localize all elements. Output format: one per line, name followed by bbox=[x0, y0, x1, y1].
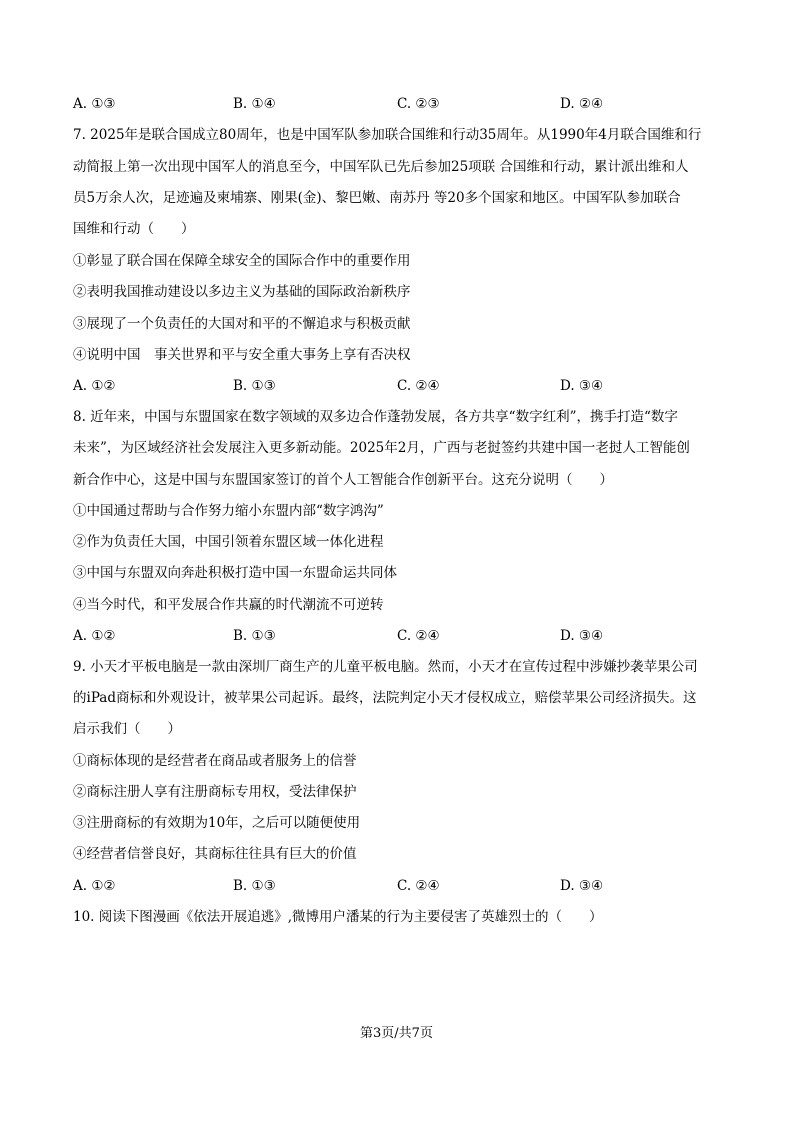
q9-stem-line-1: 9. 小天才平板电脑是一款由深圳厂商生产的儿童平板电脑。然而，小天才在宣传过程中涉嫌抄袭苹果公司 bbox=[73, 659, 698, 675]
q7-option-c: C. ②④ bbox=[397, 378, 440, 394]
q6-option-d: D. ②④ bbox=[560, 96, 604, 112]
q8-stem-line-3: 新合作中心，这是中国与东盟国家签订的首个人工智能合作创新平台。这充分说明（ ） bbox=[73, 472, 613, 488]
q8-stem-line-2: 未来”，为区域经济社会发展注入更多新动能。2025年2月，广西与老挝签约共建中国一老挝人工智能创 bbox=[73, 440, 690, 456]
q8-item-2: ②作为负责任大国，中国引领着东盟区域一体化进程 bbox=[73, 534, 384, 550]
q7-stem-line-4: 国维和行动（ ） bbox=[73, 221, 195, 237]
q7-stem-line-3: 员5万余人次，足迹遍及柬埔寨、刚果(金)、黎巴嫩、南苏丹 等20多个国家和地区。中国军队参加联合 bbox=[73, 190, 681, 206]
q6-option-b: B. ①④ bbox=[233, 96, 276, 112]
q9-item-1: ①商标体现的是经营者在商品或者服务上的信誉 bbox=[73, 753, 357, 769]
q8-item-4: ④当今时代，和平发展合作共赢的时代潮流不可逆转 bbox=[73, 597, 384, 613]
q9-stem-line-3: 启示我们（ ） bbox=[73, 721, 181, 737]
q6-option-c: C. ②③ bbox=[397, 96, 440, 112]
q8-item-1: ①中国通过帮助与合作努力缩小东盟内部“数字鸿沟” bbox=[73, 503, 384, 519]
page-number-footer: 第3页/共7页 bbox=[360, 1026, 433, 1041]
q7-item-3: ③展现了一个负责任的大国对和平的不懈追求与积极贡献 bbox=[73, 316, 411, 332]
q8-option-a: A. ①② bbox=[73, 628, 116, 644]
q6-option-a: A. ①③ bbox=[73, 96, 116, 112]
q9-option-d: D. ③④ bbox=[560, 878, 604, 894]
q7-option-a: A. ①② bbox=[73, 378, 116, 394]
q9-item-2: ②商标注册人享有注册商标专用权，受法律保护 bbox=[73, 784, 357, 800]
q9-item-4: ④经营者信誉良好，其商标往往具有巨大的价值 bbox=[73, 846, 357, 862]
q8-stem-line-1: 8. 近年来，中国与东盟国家在数字领域的双多边合作蓬勃发展，各方共享“数字红利”，携手打造“数字 bbox=[73, 409, 678, 425]
q9-item-3: ③注册商标的有效期为10年，之后可以随便使用 bbox=[73, 815, 361, 831]
q7-stem-line-1: 7. 2025年是联合国成立80周年，也是中国军队参加联合国维和行动35周年。从1990年4月联合国维和行 bbox=[73, 127, 702, 143]
q8-option-d: D. ③④ bbox=[560, 628, 604, 644]
q9-stem-line-2: 的iPad商标和外观设计，被苹果公司起诉。最终，法院判定小天才侵权成立，赔偿苹果公司经济损失。这 bbox=[73, 690, 697, 706]
q7-item-1: ①彰显了联合国在保障全球安全的国际合作中的重要作用 bbox=[73, 253, 411, 269]
q8-option-b: B. ①③ bbox=[233, 628, 276, 644]
q10-stem: 10. 阅读下图漫画《依法开展追逃》,微博用户潘某的行为主要侵害了英雄烈士的（ ） bbox=[73, 909, 603, 925]
q7-option-d: D. ③④ bbox=[560, 378, 604, 394]
q7-option-b: B. ①③ bbox=[233, 378, 276, 394]
q7-item-4: ④说明中国 事关世界和平与安全重大事务上享有否决权 bbox=[73, 347, 411, 363]
q7-item-2: ②表明我国推动建设以多边主义为基础的国际政治新秩序 bbox=[73, 284, 411, 300]
q9-option-a: A. ①② bbox=[73, 878, 116, 894]
q9-option-b: B. ①③ bbox=[233, 878, 276, 894]
q7-stem-line-2: 动简报上第一次出现中国军人的消息至今，中国军队已先后参加25项联 合国维和行动，累计派出维和人 bbox=[73, 159, 689, 175]
q9-option-c: C. ②④ bbox=[397, 878, 440, 894]
q8-option-c: C. ②④ bbox=[397, 628, 440, 644]
q8-item-3: ③中国与东盟双向奔赴积极打造中国一东盟命运共同体 bbox=[73, 565, 397, 581]
